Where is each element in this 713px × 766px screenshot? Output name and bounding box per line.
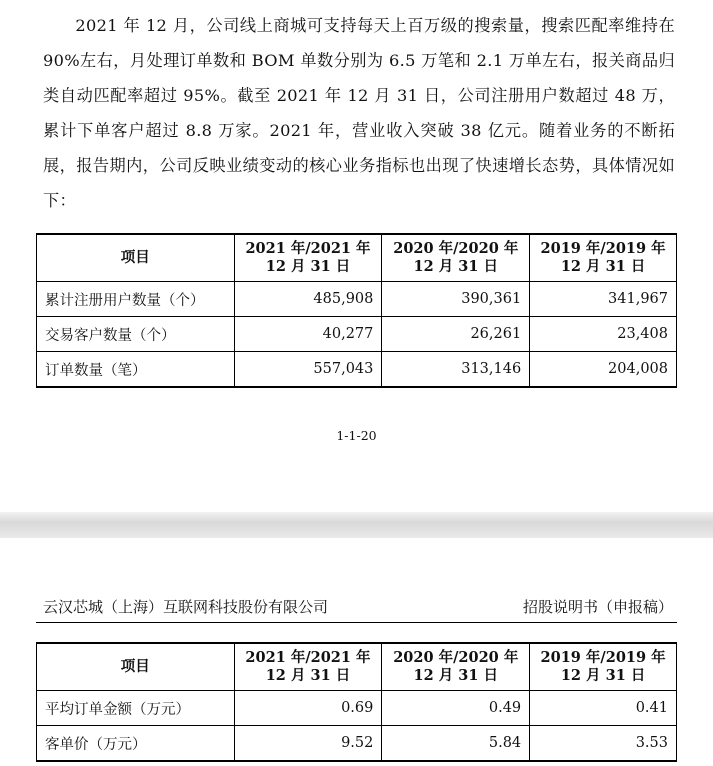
table-header-cell: 2021 年/2021 年 12 月 31 日 (234, 643, 382, 691)
table-cell: 204,008 (530, 352, 677, 388)
table-cell: 557,043 (234, 352, 382, 388)
table-header-cell: 2021 年/2021 年 12 月 31 日 (234, 234, 382, 282)
row-label: 交易客户数量（个） (37, 317, 235, 352)
table-cell: 485,908 (234, 282, 382, 317)
table-cell: 0.41 (530, 691, 677, 726)
table-cell: 9.52 (234, 726, 382, 762)
table-header-row (37, 234, 677, 282)
table-cell: 0.69 (234, 691, 382, 726)
page-number: 1-1-20 (336, 428, 377, 443)
header-divider (36, 622, 677, 623)
table-cell: 5.84 (382, 726, 530, 762)
table-header-cell: 2020 年/2020 年 12 月 31 日 (382, 643, 530, 691)
row-label: 累计注册用户数量（个） (37, 282, 235, 317)
table-row (37, 726, 677, 762)
table-cell: 341,967 (530, 282, 677, 317)
row-label: 平均订单金额（万元） (37, 691, 235, 726)
table-cell: 313,146 (382, 352, 530, 388)
table-cell: 390,361 (382, 282, 530, 317)
company-name: 云汉芯城（上海）互联网科技股份有限公司 (43, 598, 329, 616)
table-header-cell: 项目 (37, 234, 235, 282)
table-row (37, 352, 677, 388)
body-paragraph (43, 8, 675, 218)
table-row (37, 282, 677, 317)
table-header-cell: 2019 年/2019 年 12 月 31 日 (530, 234, 677, 282)
table-cell: 0.49 (382, 691, 530, 726)
table-cell: 23,408 (530, 317, 677, 352)
table-header-row (37, 643, 677, 691)
table-header-cell: 2020 年/2020 年 12 月 31 日 (382, 234, 530, 282)
paragraph-text: 2021 年 12 月，公司线上商城可支持每天上百万级的搜索量，搜索匹配率维持在 90%左右，月处理订单数和 BOM 单数分别为 6.5 万笔和 2.1 万单左右，报关商品归类自动匹配率超过 95%。截至 2021 年 12 月 31 日，公司注册用户数超过 48 万，累计下单客户超过 8.8 万家。2021 年，营业收入突破 38 亿元。随着业务的不断拓展，报告期内，公司反映业绩变动的核心业务指标也出现了快速增长态势，具体情况如下： (43, 16, 675, 210)
table-header-cell: 项目 (37, 643, 235, 691)
table-row (37, 691, 677, 726)
row-label: 订单数量（笔） (37, 352, 235, 388)
document-title: 招股说明书（申报稿） (522, 598, 673, 616)
page-separator (0, 512, 713, 538)
row-label: 客单价（万元） (37, 726, 235, 762)
table-cell: 26,261 (382, 317, 530, 352)
table-cell: 3.53 (530, 726, 677, 762)
table-row (37, 317, 677, 352)
table-header-cell: 2019 年/2019 年 12 月 31 日 (530, 643, 677, 691)
metrics-table-2 (36, 642, 677, 762)
metrics-table-1 (36, 233, 677, 388)
table-cell: 40,277 (234, 317, 382, 352)
